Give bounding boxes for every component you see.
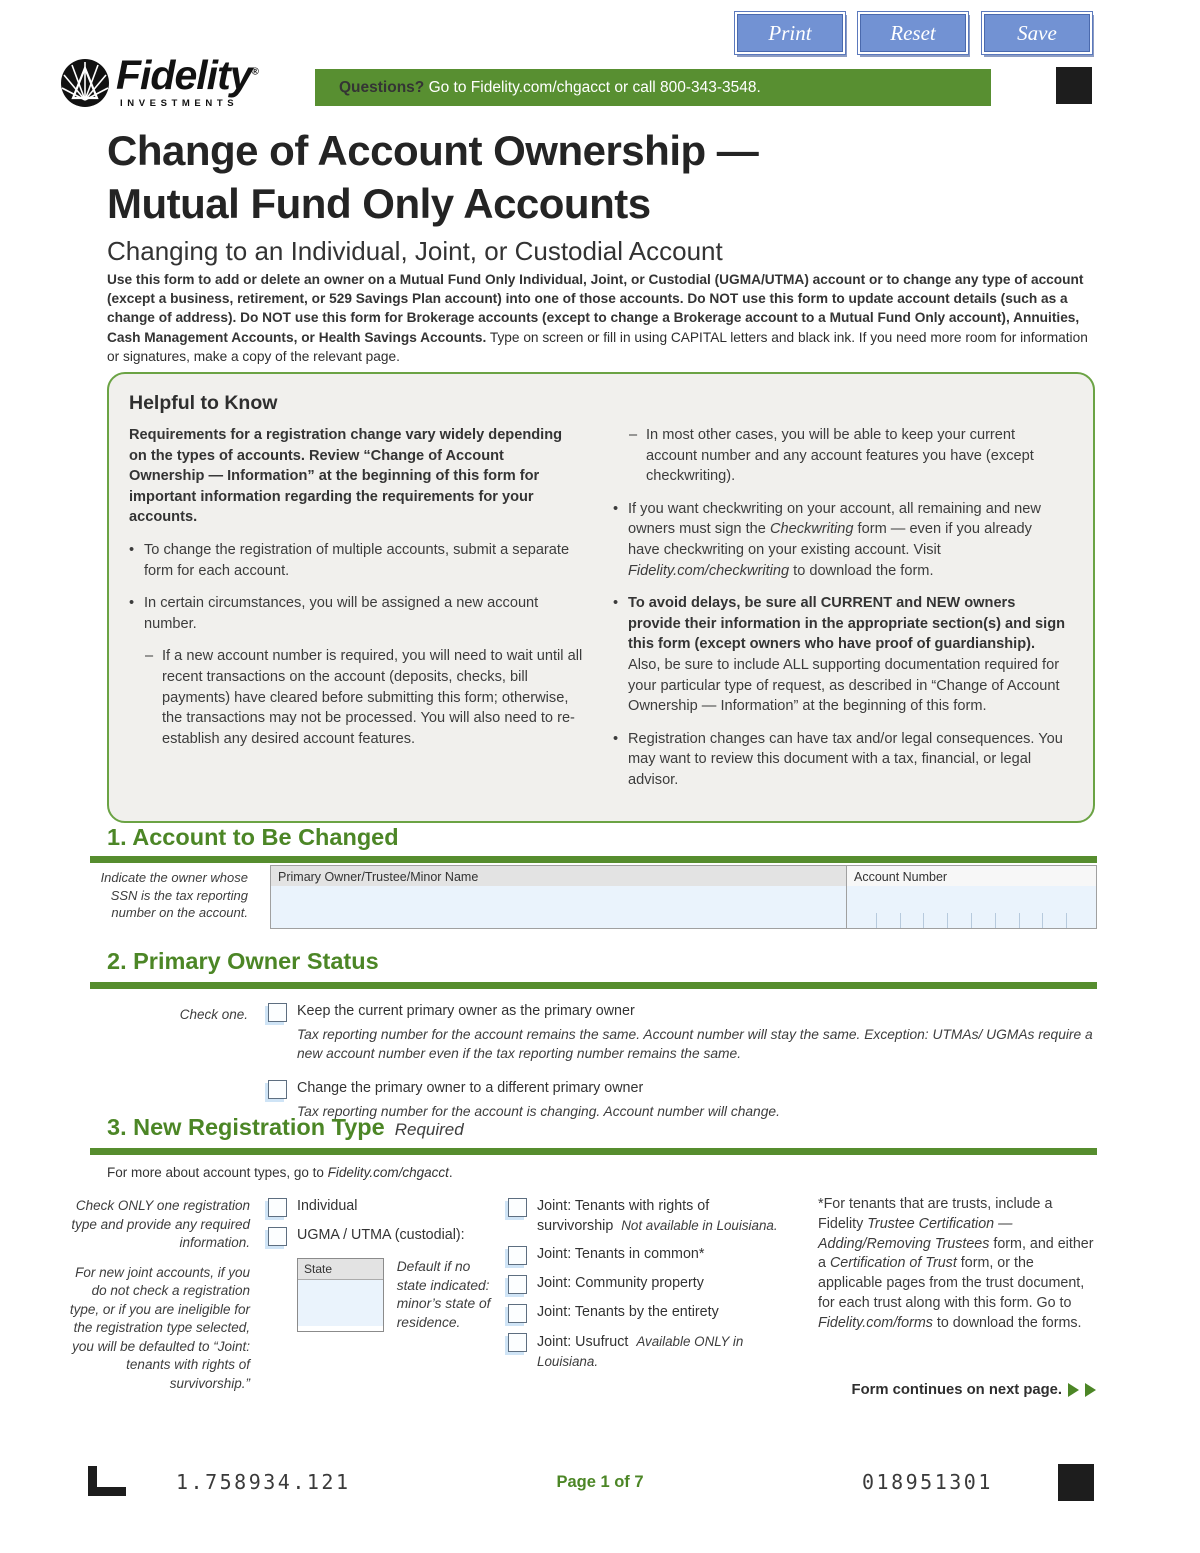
account-types-note: For more about account types, go to Fidelity.com/chgacct.	[107, 1165, 453, 1180]
fidelity-wordmark: Fidelity®	[116, 52, 258, 98]
helpful-bullet: • To avoid delays, be sure all CURRENT and NEW owners provide their information in the appropriate section(s) and sign this form (except owners who have proof of guardianship). Also, be sure to include ALL supporting documentation required for your particular type of request, as described in “Change of Account Ownership — Information” at the beginning of this form.	[613, 593, 1067, 717]
option-label: Change the primary owner to a different primary owner	[297, 1080, 644, 1096]
registration-column-2	[508, 1197, 793, 1381]
section3-heading: 3. New Registration Type Required	[107, 1114, 464, 1140]
section2-divider-bar	[90, 982, 1097, 989]
individual-checkbox[interactable]	[268, 1198, 287, 1217]
joint-community-property-checkbox[interactable]	[508, 1275, 527, 1294]
helpful-bullet: • In certain circumstances, you will be assigned a new account number.	[129, 593, 583, 634]
reset-button[interactable]: Reset	[858, 12, 968, 54]
trust-footnote: *For tenants that are trusts, include a Fidelity Trustee Certification — Adding/Removing Trustees form, and either a Certification of Trust form, or the applicable pages from the trust document, for each trust along with this form. Go to Fidelity.com/forms to download the forms.	[818, 1196, 1094, 1331]
registration-column-1	[268, 1197, 503, 1332]
intro-paragraph: Use this form to add or delete an owner on a Mutual Fund Only Individual, Joint, or Custodial (UGMA/UTMA) account or to change any type of account (except a business, retirement, or 529 Savings Plan account) into one of those accounts. Do NOT use this form to update account details (such as a change of address). Do NOT use this form for Brokerage accounts (except to change a Brokerage account to a Mutual Fund Only account), Annuities, Cash Management Accounts, or Health Savings Accounts. Type on screen or fill in using CAPITAL letters and black ink. If you need more room for information or signatures, make a copy of the relevant page.	[107, 272, 1088, 364]
helpful-to-know-box	[107, 372, 1095, 823]
page-title: Change of Account Ownership — Mutual Fund Only Accounts	[107, 127, 759, 227]
account-table	[270, 865, 1097, 929]
joint-tenants-in-common-checkbox[interactable]	[508, 1246, 527, 1265]
fidelity-logo	[60, 52, 310, 118]
primary-owner-name-input[interactable]	[271, 886, 846, 928]
helpful-bullet: • To change the registration of multiple accounts, submit a separate form for each account.	[129, 540, 583, 581]
section1-divider-bar	[90, 856, 1097, 863]
save-button[interactable]: Save	[982, 12, 1092, 54]
option-note: Tax reporting number for the account is changing. Account number will change.	[297, 1104, 780, 1119]
fidelity-investments-text: INVESTMENTS	[120, 98, 239, 109]
required-tag: Required	[394, 1120, 464, 1139]
option-label: Joint: Tenants by the entirety	[537, 1304, 719, 1320]
print-button[interactable]: Print	[735, 12, 845, 54]
account-number-comb	[847, 886, 1096, 928]
questions-banner: Questions? Go to Fidelity.com/chgacct or call 800-343-3548.	[315, 69, 991, 106]
registered-mark: ®	[251, 66, 258, 78]
section1-heading: 1. Account to Be Changed	[107, 824, 399, 850]
option-label: Joint: Tenants with rights of survivorship Not available in Louisiana.	[537, 1198, 778, 1234]
owner-status-option	[268, 1002, 1098, 1063]
fidelity-pyramid-icon	[60, 58, 110, 108]
option-label: Keep the current primary owner as the primary owner	[297, 1003, 635, 1019]
continue-arrow-icon	[1085, 1383, 1096, 1397]
account-number-header: Account Number	[846, 866, 1096, 886]
ugma-utma-checkbox[interactable]	[268, 1227, 287, 1246]
section3-divider-bar	[90, 1148, 1097, 1155]
helpful-heading: Helpful to Know	[129, 392, 278, 414]
form-number: 1.758934.121	[176, 1470, 351, 1494]
account-number-input[interactable]	[846, 886, 1096, 928]
state-field	[297, 1258, 384, 1332]
registration-mark-square-bottom	[1058, 1464, 1094, 1501]
section2-heading: 2. Primary Owner Status	[107, 948, 379, 974]
section2-sidebar-note: Check one.	[179, 1007, 248, 1022]
page-number: Page 1 of 7	[556, 1473, 644, 1491]
state-default-note: Default if no state indicated: minor’s state of residence.	[396, 1259, 491, 1330]
helpful-lead-paragraph: Requirements for a registration change vary widely depending on the types of accounts. Review “Change of Account Ownership — Information” at the beginning of this form for important information regarding the requirements for your accounts.	[129, 427, 563, 526]
option-label: UGMA / UTMA (custodial):	[297, 1227, 465, 1243]
joint-usufruct-checkbox[interactable]	[508, 1333, 527, 1352]
primary-owner-status-options	[268, 1002, 1098, 1121]
option-label: Joint: Community property	[537, 1275, 704, 1291]
form-continues-note: Form continues on next page.	[740, 1382, 1096, 1398]
barcode-number: 018951301	[862, 1470, 993, 1494]
helpful-right-column	[613, 425, 1067, 803]
registration-mark-square-top	[1056, 67, 1092, 104]
state-field-label: State	[298, 1259, 383, 1280]
helpful-bullet: • If you want checkwriting on your account, all remaining and new owners must sign the Checkwriting form — even if you already have checkwriting on your existing account. Visit Fidelity.com/checkwriting to download the form.	[613, 499, 1067, 581]
option-note: Available ONLY in Louisiana.	[537, 1334, 744, 1369]
helpful-left-column	[129, 425, 583, 803]
option-note: Tax reporting number for the account remains the same. Account number will stay the same. Exception: UTMAs/ UGMAs require a new account number even if the tax reporting number remains the same.	[297, 1027, 1093, 1061]
page-subtitle: Changing to an Individual, Joint, or Custodial Account	[107, 236, 723, 266]
primary-owner-name-header: Primary Owner/Trustee/Minor Name	[271, 866, 846, 886]
option-note: Not available in Louisiana.	[621, 1218, 778, 1233]
option-label: Individual	[297, 1198, 358, 1214]
joint-tenants-by-entirety-checkbox[interactable]	[508, 1304, 527, 1323]
section1-sidebar-note: Indicate the owner whose SSN is the tax reporting number on the account.	[100, 870, 248, 920]
continue-arrow-icon	[1068, 1383, 1079, 1397]
joint-survivorship-checkbox[interactable]	[508, 1198, 527, 1217]
section3-sidebar-note: Check ONLY one registration type and provide any required information. For new joint accounts, if you do not check a registration type, or if you are ineligible for the registration type selected, you will be defaulted to “Joint: tenants with rights of survivorship.”	[69, 1198, 250, 1391]
crop-corner-mark	[88, 1466, 126, 1496]
keep-owner-checkbox[interactable]	[268, 1003, 287, 1022]
option-label: Joint: Tenants in common*	[537, 1246, 705, 1262]
helpful-sub-item: – If a new account number is required, you will need to wait until all recent transactions on the account (deposits, checks, bill payments) have cleared before submitting this form; otherwise, the transactions may not be processed. You will also need to re-establish any desired account features.	[145, 646, 583, 749]
helpful-bullet: • Registration changes can have tax and/or legal consequences. You may want to review this document with a tax, financial, or legal advisor.	[613, 729, 1067, 791]
state-input[interactable]	[298, 1280, 383, 1326]
option-label: Joint: Usufruct Available ONLY in Louisiana.	[537, 1334, 744, 1369]
helpful-sub-item: – In most other cases, you will be able to keep your current account number and any account features you have (except checkwriting).	[629, 425, 1067, 487]
change-owner-checkbox[interactable]	[268, 1080, 287, 1099]
